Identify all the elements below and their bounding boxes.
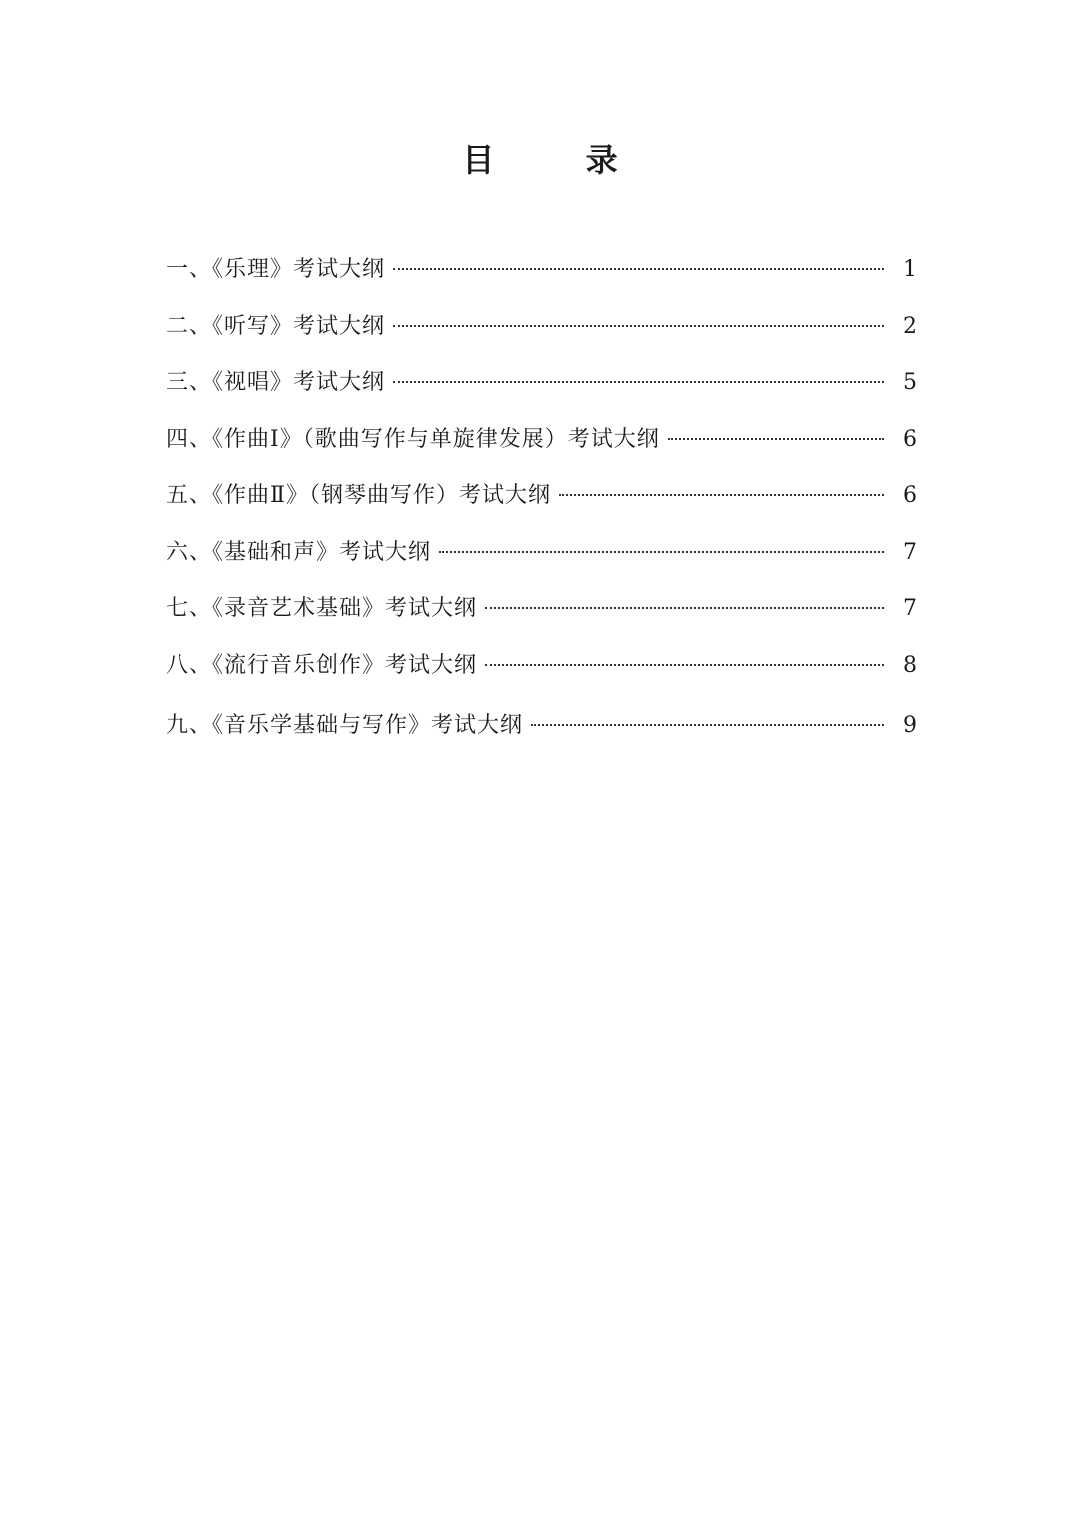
table-of-contents: [166, 248, 918, 761]
toc-entry[interactable]: [166, 418, 918, 475]
dot-leader: [393, 381, 884, 383]
toc-page-number: 7: [903, 539, 918, 565]
toc-entry-label: 五、《作曲Ⅱ》（钢琴曲写作）考试大纲: [166, 483, 551, 508]
toc-page-number: 2: [903, 313, 918, 339]
toc-entry-label: 八、《流行音乐创作》考试大纲: [166, 652, 478, 678]
dot-leader: [439, 551, 884, 553]
toc-entry-label: 九、《音乐学基础与写作》考试大纲: [166, 713, 524, 738]
toc-page-number: 6: [903, 426, 918, 452]
toc-entry[interactable]: [166, 531, 918, 588]
dot-leader: [393, 268, 884, 270]
toc-page-number: 7: [903, 596, 918, 621]
dot-leader: [668, 438, 884, 440]
toc-page-number: 9: [903, 713, 918, 738]
toc-page-number: 5: [903, 370, 918, 395]
toc-page-number: 1: [903, 257, 918, 282]
toc-entry-label: 一、《乐理》考试大纲: [166, 257, 386, 282]
toc-entry[interactable]: [166, 248, 918, 305]
toc-entry-label: 四、《作曲Ⅰ》（歌曲写作与单旋律发展）考试大纲: [166, 426, 660, 452]
toc-entry-label: 七、《录音艺术基础》考试大纲: [166, 596, 478, 621]
dot-leader: [485, 664, 884, 666]
dot-leader: [531, 724, 884, 726]
dot-leader: [393, 325, 884, 327]
toc-entry[interactable]: [166, 474, 918, 531]
toc-entry-label: 六、《基础和声》考试大纲: [166, 539, 432, 565]
toc-entry[interactable]: [166, 305, 918, 362]
dot-leader: [485, 607, 884, 609]
toc-entry-label: 三、《视唱》考试大纲: [166, 370, 386, 395]
toc-page-number: 8: [903, 652, 918, 678]
dot-leader: [559, 494, 884, 496]
toc-entry[interactable]: [166, 704, 918, 761]
toc-entry[interactable]: [166, 361, 918, 418]
page-title: 目 录: [462, 141, 658, 179]
toc-entry[interactable]: [166, 587, 918, 644]
toc-entry[interactable]: [166, 644, 918, 701]
toc-entry-label: 二、《听写》考试大纲: [166, 313, 386, 339]
toc-page-number: 6: [903, 483, 918, 508]
